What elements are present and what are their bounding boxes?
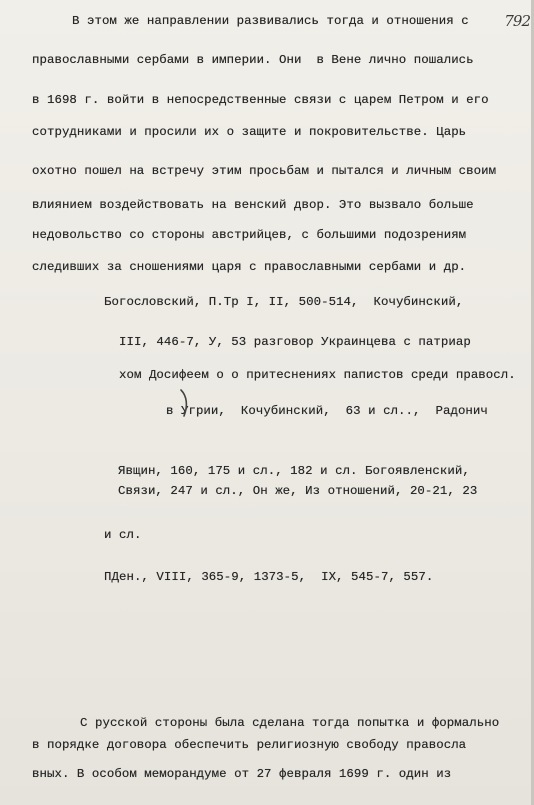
page-number: 792 [504, 12, 530, 30]
text-line: следивших за сношениями царя с православными сербами и др. [32, 260, 467, 274]
footnote-line: в Угрии, Кочубинский, 63 и сл.., Радонич [166, 404, 488, 418]
text-line: недовольство со стороны австрийцев, с большими подозрениям [32, 228, 467, 242]
footnote-line: Связи, 247 и сл., Он же, Из отношений, 20-21, 23 [118, 484, 478, 498]
text-line: в 1698 г. войти в непосредственные связи с царем Петром и его [32, 93, 489, 107]
text-line: В этом же направлении развивались тогда и отношения с [72, 14, 469, 28]
footnote-line: III, 446-7, У, 53 разговор Украинцева с патриар [119, 335, 471, 349]
footnote-line: хом Досифеем о о притеснениях папистов среди правосл. [119, 368, 516, 382]
text-line: в порядке договора обеспечить религиозную свободу правосла [32, 738, 467, 752]
handwritten-tick-mark [178, 388, 192, 418]
footnote-line: ПДен., VIII, 365-9, 1373-5, IX, 545-7, 557. [104, 570, 434, 584]
text-line: вных. В особом меморандуме от 27 февраля 1699 г. один из [32, 767, 452, 781]
footnote-line: Явщин, 160, 175 и сл., 182 и сл. Богоявленский, [118, 464, 470, 478]
text-line: влиянием воздействовать на венский двор. Это вызвало больше [32, 198, 474, 212]
text-line: охотно пошел на встречу этим просьбам и пытался и личным своим [32, 164, 497, 178]
text-line: сотрудниками и просили их о защите и покровительстве. Царь [32, 125, 467, 139]
text-line: С русской стороны была сделана тогда попытка и формально [80, 716, 500, 730]
text-line: православными сербами в империи. Они в Вене лично пошались [32, 53, 474, 67]
footnote-line: Богословский, П.Тр I, II, 500-514, Кочубинский, [104, 295, 464, 309]
footnote-line: и сл. [104, 528, 142, 542]
